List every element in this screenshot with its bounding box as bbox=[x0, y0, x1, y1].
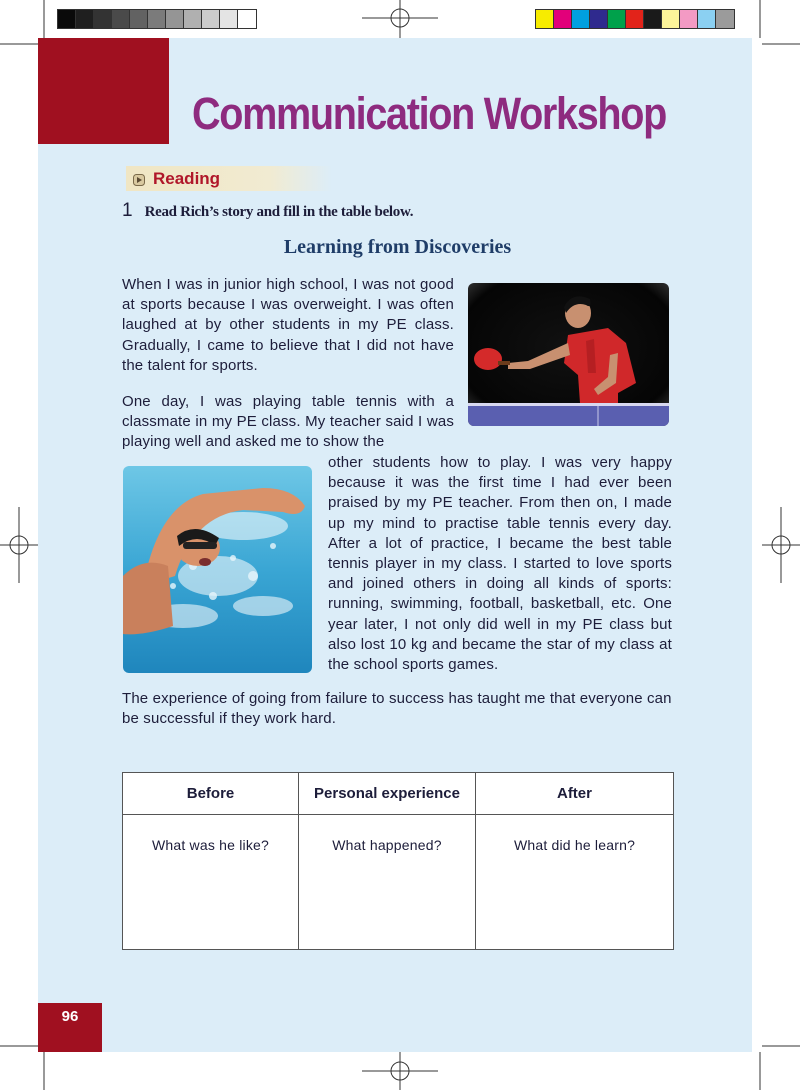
instruction-text: Read Rich’s story and fill in the table below. bbox=[144, 204, 414, 220]
registration-target-icon bbox=[362, 1052, 438, 1090]
answer-table bbox=[122, 772, 674, 950]
table-header-row bbox=[123, 773, 674, 815]
instruction-number: 1 bbox=[122, 200, 133, 221]
page-number: 96 bbox=[61, 1008, 79, 1025]
answer-cell-before[interactable]: What was he like? bbox=[123, 815, 299, 950]
swimmer-photo bbox=[123, 466, 312, 673]
instruction bbox=[122, 200, 413, 222]
table-tennis-photo bbox=[468, 283, 669, 426]
table-row bbox=[123, 815, 674, 950]
story-title: Learning from Discoveries bbox=[283, 236, 512, 258]
column-header-before: Before bbox=[123, 773, 299, 815]
section-label: Reading bbox=[153, 168, 221, 188]
story-paragraph-2: One day, I was playing table tennis with a classmate in my PE class. My teacher said I was playing well and asked me to show the bbox=[122, 393, 454, 451]
page-title: Communication Workshop bbox=[192, 88, 667, 139]
answer-cell-after[interactable]: What did he learn? bbox=[476, 815, 674, 950]
registration-target-icon bbox=[362, 0, 438, 38]
registration-target-icon bbox=[762, 507, 800, 583]
registration-target-icon bbox=[0, 507, 38, 583]
answer-cell-experience[interactable]: What happened? bbox=[299, 815, 476, 950]
column-header-after: After bbox=[476, 773, 674, 815]
play-bullet-icon bbox=[133, 173, 145, 185]
story-paragraph-3: other students how to play. I was very happy because it was the first time I had ever been praised by my PE teacher. From then on, I made up my mind to practise table tennis every day. After a lot of practice, I became the best table tennis player in my class. I started to love sports and joined others in doing all kinds of sports: running, swimming, football, basketball, etc. One year later, I not only did well in my PE class but also lost 10 kg and became the star of my class at the school sports games. bbox=[328, 454, 672, 674]
column-header-experience: Personal experience bbox=[299, 773, 476, 815]
section-tag bbox=[126, 166, 332, 191]
story-paragraph-4: The experience of going from failure to success has taught me that everyone can be successful if they work hard. bbox=[122, 690, 672, 728]
story-paragraph-1: When I was in junior high school, I was not good at sports because I was overweight. I was often laughed at by other students in my PE class. Gradually, I came to believe that I did not have the talent for sports. bbox=[122, 276, 454, 374]
